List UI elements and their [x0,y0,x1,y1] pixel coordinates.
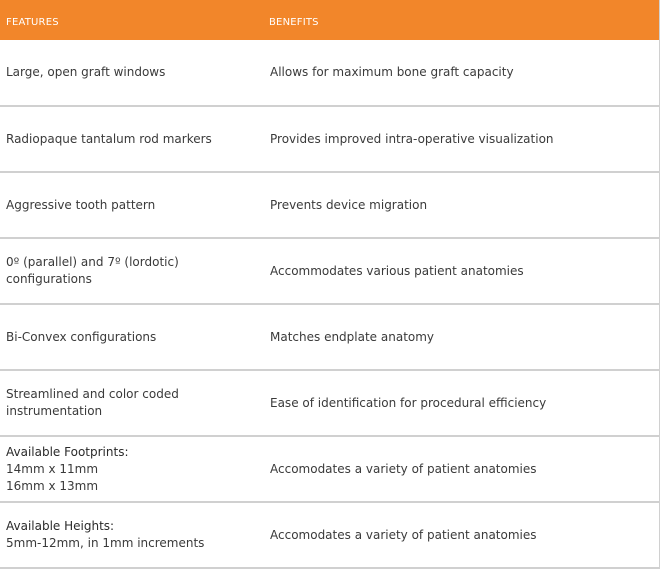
table-row [0,370,660,436]
table-row [0,304,660,370]
feature-text: Aggressive tooth pattern [6,197,156,212]
feature-text: 5mm-12mm, in 1mm increments [6,536,205,550]
feature-text: 0º (parallel) and 7º (lordotic) [6,255,179,269]
table-row [0,172,660,238]
benefit-cell: Accomodates a variety of patient anatomies [270,461,537,476]
table-row [0,40,660,106]
feature-text: Bi-Convex configurations [6,329,157,344]
table-row [0,502,660,568]
feature-cell [0,238,264,304]
table-row [0,106,660,172]
feature-cell [0,502,264,568]
benefit-cell: Allows for maximum bone graft capacity [270,65,514,79]
benefit-cell: Accommodates various patient anatomies [270,263,524,278]
feature-cell [0,40,264,106]
table-header-row [0,0,660,40]
feature-text: configurations [6,272,92,286]
benefit-cell: Ease of identification for procedural efficiency [270,395,547,410]
feature-text: Streamlined and color coded [6,387,179,401]
feature-cell [0,172,264,238]
feature-cell [0,436,264,502]
feature-cell [0,370,264,436]
feature-heading: Available Footprints: [6,444,129,459]
feature-text: instrumentation [6,404,103,418]
feature-text: Large, open graft windows [6,65,166,79]
table-row [0,436,660,502]
feature-heading: Available Heights: [6,519,115,533]
benefit-cell: Matches endplate anatomy [270,329,435,344]
feature-text: Radiopaque tantalum rod markers [6,131,212,146]
features-header: FEATURES [6,17,59,28]
benefits-header: BENEFITS [269,17,319,28]
table-row [0,238,660,304]
feature-cell [0,106,264,172]
feature-text: 14mm x 11mm [6,461,99,476]
benefit-cell: Prevents device migration [270,197,428,212]
benefit-cell: Provides improved intra-operative visualization [270,131,554,146]
feature-text: 16mm x 13mm [6,478,99,493]
benefit-cell: Accomodates a variety of patient anatomies [270,527,537,542]
feature-cell [0,304,264,370]
